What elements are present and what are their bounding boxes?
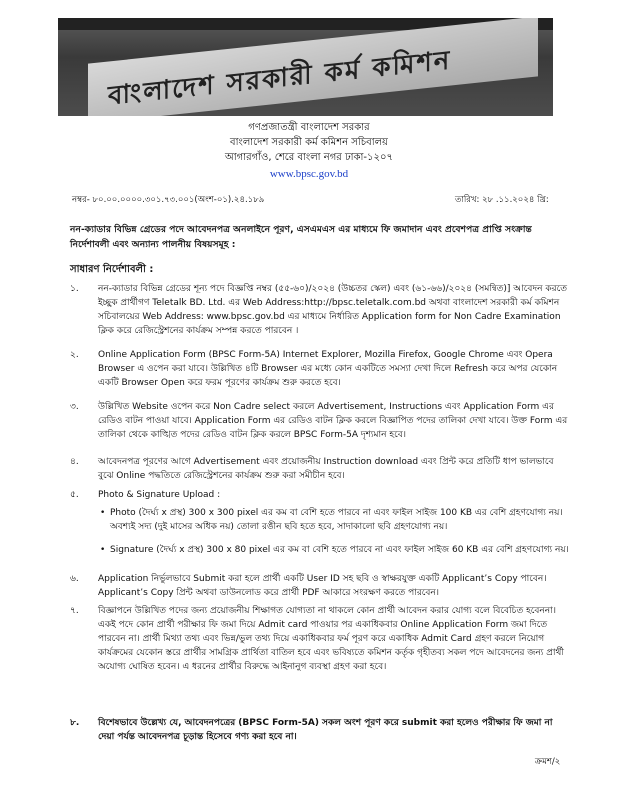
photo-rule-text: Photo (দৈর্ঘ্য x প্রস্থ) 300 x 300 pixel এর কম বা বেশি হতে পারবে না এবং ফাইল সাইজ 100 KB এর বেশি গ্রহণযোগ্য নয়। অবশ্যই সদ্য (দুই মাসের অধিক নয়) তোলা রঙীন ছবি হতে হবে, সাদাকালো ছবি গ্রহণযোগ্য নয়। [110,508,563,532]
memo-date: তারিখ: ২৮ .১১.২০২৪ খ্রি: [455,195,549,205]
instruction-item-1 [70,282,570,338]
section-title: সাধারণ নির্দেশাবলী : [70,264,154,275]
item-text: বিশেষভাবে উল্লেখ্য যে, আবেদনপত্রের (BPSC Form-5A) সকল অংশ পূরণ করে submit করা হলেও পরীক্ষার ফি জমা না দেয়া পর্যন্ত আবেদনপত্র চূড়ান্ত হিসেবে গণ্য করা হবে না। [98,718,553,742]
instruction-item-7 [70,604,570,674]
item-number: ৪. [70,457,79,467]
item-number: ৬. [70,574,79,584]
item-text: বিজ্ঞাপনে উল্লিখিত পদের জন্য প্রয়োজনীয় শিক্ষাগত যোগ্যতা না থাকলে কোন প্রার্থী আবেদন করার যোগ্য বলে বিবেচিত হবেননা। একই পদে কোন প্রার্থী পরীক্ষার ফি জমা দিয়ে Admit card পাওয়ার পর একাধিকবার Online Application Form জমা দিতে পারবেন না। প্রার্থী মিথ্যা তথ্য এবং ভিন্ন/ভুল তথ্য দিয়ে একাধিকবার ফর্ম পূরণ করে একাধিক Admit Card গ্রহণ করলে নিয়োগ কার্যক্রমের যেকোন স্তরে প্রার্থীর সামগ্রিক প্রার্থিতা বাতিল হবে এবং ভবিষ্যতে কমিশন কর্তৃক গৃহীতব্য সকল পদে আবেদনের জন্য প্রার্থী অযোগ্য ঘোষিত হবেন। এ ধরনের প্রার্থীর বিরুদ্ধে আইনানুগ ব্যবস্থা গ্রহণ করা হবে। [98,606,564,672]
instruction-item-3 [70,400,570,442]
signature-rule [100,543,570,557]
photo-rule [100,506,570,534]
commission-banner-photo [58,18,553,116]
instruction-item-2 [70,348,570,390]
commission-sign-text: বাংলাদেশ সরকারী কর্ম কমিশন [108,45,452,112]
item-number: ৮. [70,718,80,728]
header-secretariat: বাংলাদেশ সরকারী কর্ম কমিশন সচিবালয় [230,137,388,148]
header-government: গণপ্রজাতন্ত্রী বাংলাদেশ সরকার [248,122,370,133]
instruction-item-5 [70,488,570,502]
notice-subject: নন-ক্যাডার বিভিন্ন গ্রেডের পদে আবেদনপত্র অনলাইনে পূরণ, এসএমএস এর মাধ্যমে ফি জমাদান এবং প্রবেশপত্র প্রাপ্তি সংক্রান্ত নির্দেশাবলী এবং অন্যান্য পালনীয় বিষয়সমূহ : [70,224,532,250]
header-website-link[interactable]: www.bpsc.gov.bd [269,168,349,180]
commission-sign [88,18,538,116]
item-text: Online Application Form (BPSC Form-5A) Internet Explorer, Mozilla Firefox, Google Chrome এবং Opera Browser এ ওপেন করা যাবে। উল্লিখিত ৪টি Browser এর মধ্যে কোন একটিতে সমস্যা দেখা দিলে Refresh করে অপর যেকোন একটি Browser Open করে ফরম পূরণের কার্যক্রম শুরু করতে হবে। [98,350,558,388]
item-text: নন-ক্যাডার বিভিন্ন গ্রেডের শূন্য পদে বিজ্ঞপ্তি নম্বর (৫৫-৬০)/২০২৪ (উচ্চতর স্কেল) এবং (৬১-৬৬)/২০২৪ (সমন্বিত)] আবেদন করতে ইচ্ছুক প্রার্থীগণ Teletalk BD. Ltd. এর Web Address:http://bpsc.teletalk.com.bd অথবা বাংলাদেশ সরকারী কর্ম কমিশন সচিবালয়ের Web Address: www.bpsc.gov.bd এর মাধ্যমে নির্ধারিত Application form for Non Cadre Examination ক্লিক করে রেজিস্ট্রেশনের কার্যক্রম সম্পন্ন করতে পারবেন । [98,284,568,336]
item-number: ১. [70,284,79,294]
header-address: আগারগাঁও, শেরে বাংলা নগর ঢাকা-১২০৭ [224,152,394,163]
memo-number: নম্বর- ৮০.০০.০০০০.৩০১.৭৩.০০১(অংশ-০১).২৪.১৮৯ [72,195,265,205]
item-number: ৫. [70,490,79,500]
continued-marker: ক্রমশ/২ [535,757,561,767]
signature-rule-text: Signature (দৈর্ঘ্য x প্রস্থ) 300 x 80 pixel এর কম বা বেশি হতে পারবে না এবং ফাইল সাইজ 60 KB এর বেশি গ্রহণযোগ্য নয়। [110,545,569,555]
bullet-icon: • [100,545,106,555]
item-number: ২. [70,350,79,360]
bullet-icon: • [100,508,106,518]
item-text: Photo & Signature Upload : [98,490,221,500]
instruction-item-8 [70,716,570,744]
item-number: ৭. [70,606,79,616]
item-text: আবেদনপত্র পূরণের আগে Advertisement এবং প্রয়োজনীয় Instruction download এবং প্রিন্ট করে প্রতিটি ধাপ ভালভাবে বুঝে Online পদ্ধতিতে রেজিস্ট্রেশনের কার্যক্রম শুরু করা সমীচীন হবে। [98,457,554,481]
item-number: ৩. [70,402,79,412]
instruction-item-6 [70,572,570,600]
item-text: উল্লিখিত Website ওপেন করে Non Cadre select করলে Advertisement, Instructions এবং Application Form এর রেডিও বাটন পাওয়া যাবে। Application Form এর রেডিও বাটন ক্লিক করলে বিজ্ঞাপিত পদের তালিকা দেখা যাবে। উক্ত Form এর তালিকা থেকে কাঙ্খিত পদের রেডিও বাটন ক্লিক করলে BPSC Form-5A দৃশ্যমান হবে। [98,402,568,440]
item-text: Application নির্ভুলভাবে Submit করা হলে প্রার্থী একটি User ID সহ ছবি ও স্বাক্ষরযুক্ত একটি Applicant’s Copy পাবেন। Applicant’s Copy প্রিন্ট অথবা ডাউনলোড করে প্রার্থী PDF আকারে সংরক্ষণ করতে পারবেন। [98,574,547,598]
instruction-item-4 [70,455,570,483]
